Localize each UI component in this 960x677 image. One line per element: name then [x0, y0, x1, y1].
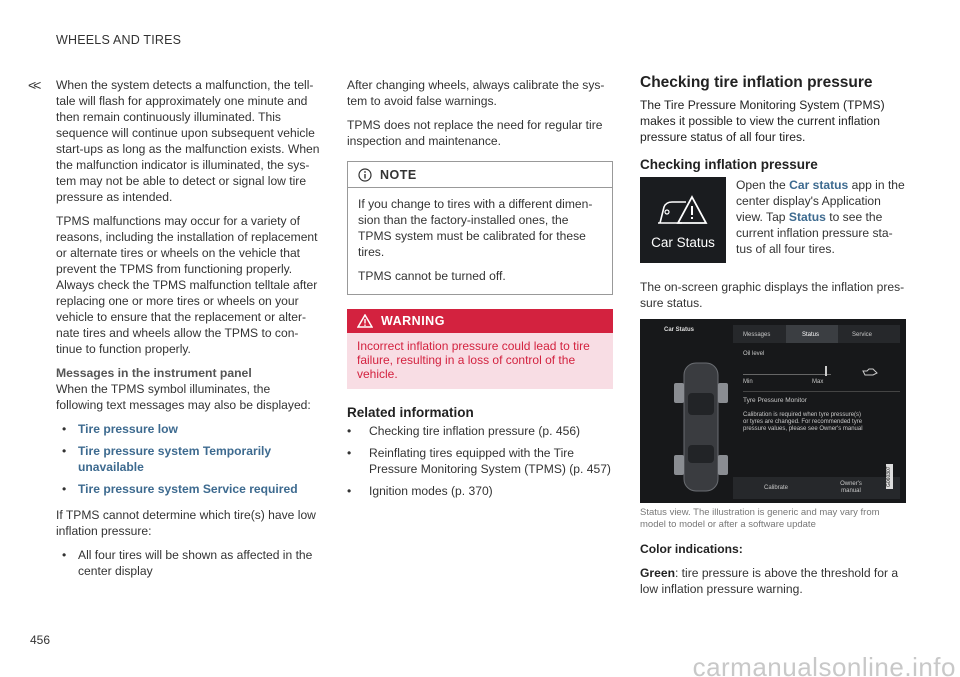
tpm-title: Tyre Pressure Monitor	[743, 397, 807, 404]
related-link[interactable]: • Reinflating tires equipped with the Tire Pressure Monitoring System (TPMS) (p. 457)	[347, 446, 611, 476]
instrument-panel-subheading: Messages in the instrument panel	[56, 366, 252, 380]
oil-level-label: Oil level	[743, 351, 765, 357]
car-status-app-name: Car status	[789, 178, 849, 192]
warning-header	[347, 309, 613, 333]
illustration-code: G060307	[886, 466, 892, 487]
tab-messages[interactable]: Messages	[743, 332, 771, 338]
tab-service[interactable]: Service	[852, 332, 873, 338]
note-box	[347, 161, 613, 295]
illustration-caption: Status view. The illustration is generic and may vary from model to model or after a software update	[640, 507, 880, 530]
car-warning-icon	[656, 193, 710, 231]
warning-box	[347, 309, 613, 389]
oil-can-icon	[862, 367, 878, 377]
message-item: • Tire pressure system Temporarily unavailable	[62, 444, 272, 474]
oil-level-marker	[825, 366, 827, 376]
app-instructions	[640, 177, 908, 265]
inspection-paragraph: TPMS does not replace the need for regular tire inspection and maintenance.	[347, 118, 603, 148]
related-link[interactable]: • Ignition modes (p. 370)	[347, 484, 493, 498]
owners-manual-button[interactable]: Owner's manual	[840, 481, 862, 494]
status-screen-illustration	[640, 319, 906, 503]
app-tile-label: Car Status	[651, 235, 715, 250]
column-3	[640, 74, 908, 605]
car-topview-icon	[666, 359, 736, 495]
message-item: • Tire pressure low	[62, 422, 178, 436]
note-text: If you change to tires with a different dimen-sion than the factory-installed ones, the TPMS system must be calibrated for these tires.	[358, 197, 593, 259]
tpm-text: Calibration is required when tyre pressure(s) or tyres are changed. For recommended tyre pressure values, please see Owner's manual	[743, 412, 863, 432]
related-heading: Related information	[347, 405, 474, 420]
list-item: • All four tires will be shown as affected in the center display	[62, 548, 313, 578]
note-title: NOTE	[380, 167, 417, 182]
oil-min-label: Min	[743, 379, 753, 385]
warning-triangle-icon	[357, 314, 373, 328]
site-watermark: carmanualsonline.info	[692, 652, 956, 677]
continue-marker: <<	[28, 77, 39, 93]
tab-status[interactable]: Status	[802, 332, 820, 338]
warning-text: Incorrect inflation pressure could lead to tire failure, resulting in a loss of control of the vehicle.	[357, 339, 590, 381]
note-header	[348, 162, 612, 188]
calibrate-paragraph: After changing wheels, always calibrate the sys-tem to avoid false warnings.	[347, 78, 605, 108]
note-text: TPMS cannot be turned off.	[358, 269, 506, 283]
page-number: 456	[30, 633, 51, 647]
malfunction-paragraph: When the system detects a malfunction, the tell-tale will flash for approximately one minute and then remain continuously illuminated. This sequence will continue upon subsequent vehicle start-ups as long as the malfunction exists. When the malfunction indicator is illuminated, the sys-tem may not be able to detect or signal low tire pressure as intended.	[56, 78, 320, 204]
graphic-paragraph: The on-screen graphic displays the inflation pres-sure status.	[640, 280, 905, 310]
column-2	[347, 77, 613, 499]
section-header: WHEELS AND TIRES	[56, 33, 182, 47]
info-icon	[358, 168, 372, 182]
checking-subheading: Checking inflation pressure	[640, 157, 818, 172]
green-indication: Green: tire pressure is above the threshold for a low inflation pressure warning.	[640, 566, 899, 596]
warning-title: WARNING	[381, 314, 445, 328]
color-indications-title: Color indications:	[640, 542, 743, 556]
oil-max-label: Max	[812, 379, 824, 385]
related-link[interactable]: • Checking tire inflation pressure (p. 456)	[347, 424, 581, 438]
car-status-app-tile[interactable]	[640, 177, 726, 263]
intro-paragraph: The Tire Pressure Monitoring System (TPMS) makes it possible to view the current inflation pressure status of all four tires.	[640, 98, 885, 144]
status-tab-name: Status	[788, 210, 826, 224]
messages-intro: When the TPMS symbol illuminates, the following text messages may also be displayed:	[56, 382, 311, 412]
screen-title: Car Status	[664, 327, 695, 333]
app-instruction-text: Open the Car status app in the center display's Application view. Tap Status to see the current inflation pressure sta-tus of all four tires.	[736, 178, 905, 256]
section-heading: Checking tire inflation pressure	[640, 74, 873, 91]
column-1	[56, 77, 320, 579]
malfunction-reasons-paragraph: TPMS malfunctions may occur for a variety of reasons, including the installation of replacement or alternate tires or wheels on the vehicle that prevent the TPMS from functioning properly. Always check the TPMS malfunction telltale after replacing one or more tires or wheels on your vehicle to ensure that the replacement or alter-nate tires and wheels allow the TPMS to con-tinue to function properly.	[56, 214, 318, 356]
cannot-determine-paragraph: If TPMS cannot determine which tire(s) have low inflation pressure:	[56, 508, 316, 538]
calibrate-button[interactable]: Calibrate	[764, 485, 789, 491]
message-item: • Tire pressure system Service required	[62, 482, 298, 496]
